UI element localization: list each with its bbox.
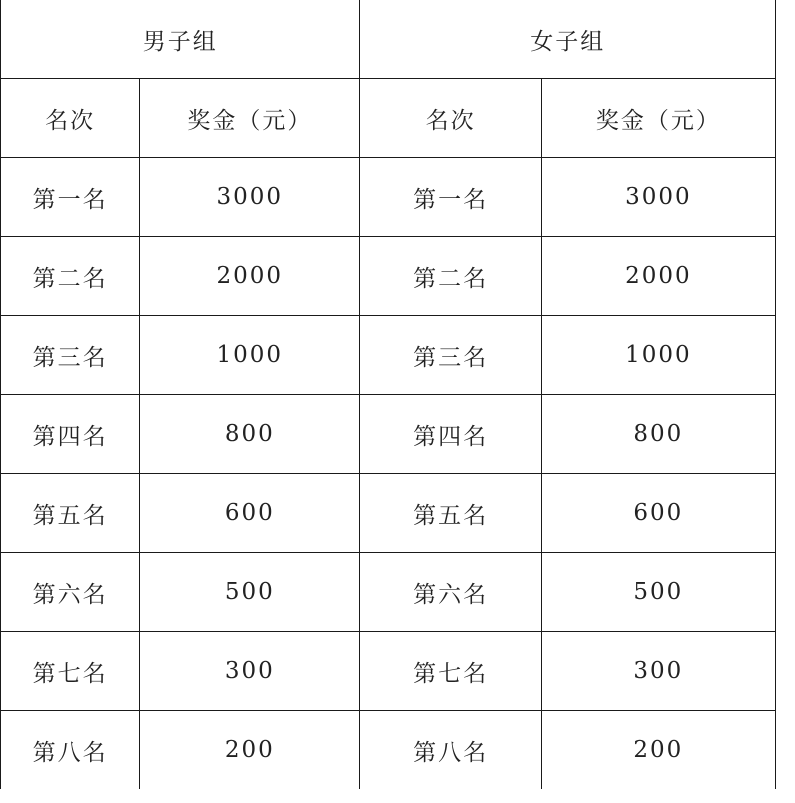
women-rank-cell: 第二名 <box>360 237 541 316</box>
men-prize-cell: 600 <box>140 474 360 553</box>
women-prize-cell: 300 <box>541 632 775 711</box>
women-prize-cell: 1000 <box>541 316 775 395</box>
column-header-row <box>1 79 776 158</box>
women-rank-cell: 第一名 <box>360 158 541 237</box>
men-rank-cell: 第四名 <box>1 395 140 474</box>
men-prize-cell: 300 <box>140 632 360 711</box>
men-prize-cell: 500 <box>140 553 360 632</box>
women-rank-cell: 第三名 <box>360 316 541 395</box>
women-prize-header: 奖金（元） <box>541 79 775 158</box>
women-prize-cell: 200 <box>541 711 775 790</box>
men-prize-cell: 2000 <box>140 237 360 316</box>
table-row <box>1 632 776 711</box>
women-prize-cell: 3000 <box>541 158 775 237</box>
table-row <box>1 158 776 237</box>
men-rank-cell: 第八名 <box>1 711 140 790</box>
group-header-row <box>1 0 776 79</box>
men-rank-cell: 第一名 <box>1 158 140 237</box>
women-rank-cell: 第四名 <box>360 395 541 474</box>
men-prize-cell: 200 <box>140 711 360 790</box>
table-row <box>1 474 776 553</box>
men-rank-cell: 第七名 <box>1 632 140 711</box>
table-row <box>1 711 776 790</box>
prize-table-body <box>1 158 776 790</box>
men-rank-cell: 第五名 <box>1 474 140 553</box>
women-prize-cell: 600 <box>541 474 775 553</box>
men-group-header: 男子组 <box>1 0 360 79</box>
table-row <box>1 237 776 316</box>
women-rank-header: 名次 <box>360 79 541 158</box>
men-prize-cell: 1000 <box>140 316 360 395</box>
women-rank-cell: 第七名 <box>360 632 541 711</box>
women-prize-cell: 500 <box>541 553 775 632</box>
women-rank-cell: 第五名 <box>360 474 541 553</box>
women-rank-cell: 第六名 <box>360 553 541 632</box>
table-row <box>1 316 776 395</box>
men-prize-cell: 3000 <box>140 158 360 237</box>
women-rank-cell: 第八名 <box>360 711 541 790</box>
men-rank-cell: 第三名 <box>1 316 140 395</box>
table-row <box>1 395 776 474</box>
table-row <box>1 553 776 632</box>
men-rank-header: 名次 <box>1 79 140 158</box>
men-prize-cell: 800 <box>140 395 360 474</box>
women-prize-cell: 800 <box>541 395 775 474</box>
women-prize-cell: 2000 <box>541 237 775 316</box>
men-prize-header: 奖金（元） <box>140 79 360 158</box>
men-rank-cell: 第六名 <box>1 553 140 632</box>
women-group-header: 女子组 <box>360 0 776 79</box>
men-rank-cell: 第二名 <box>1 237 140 316</box>
